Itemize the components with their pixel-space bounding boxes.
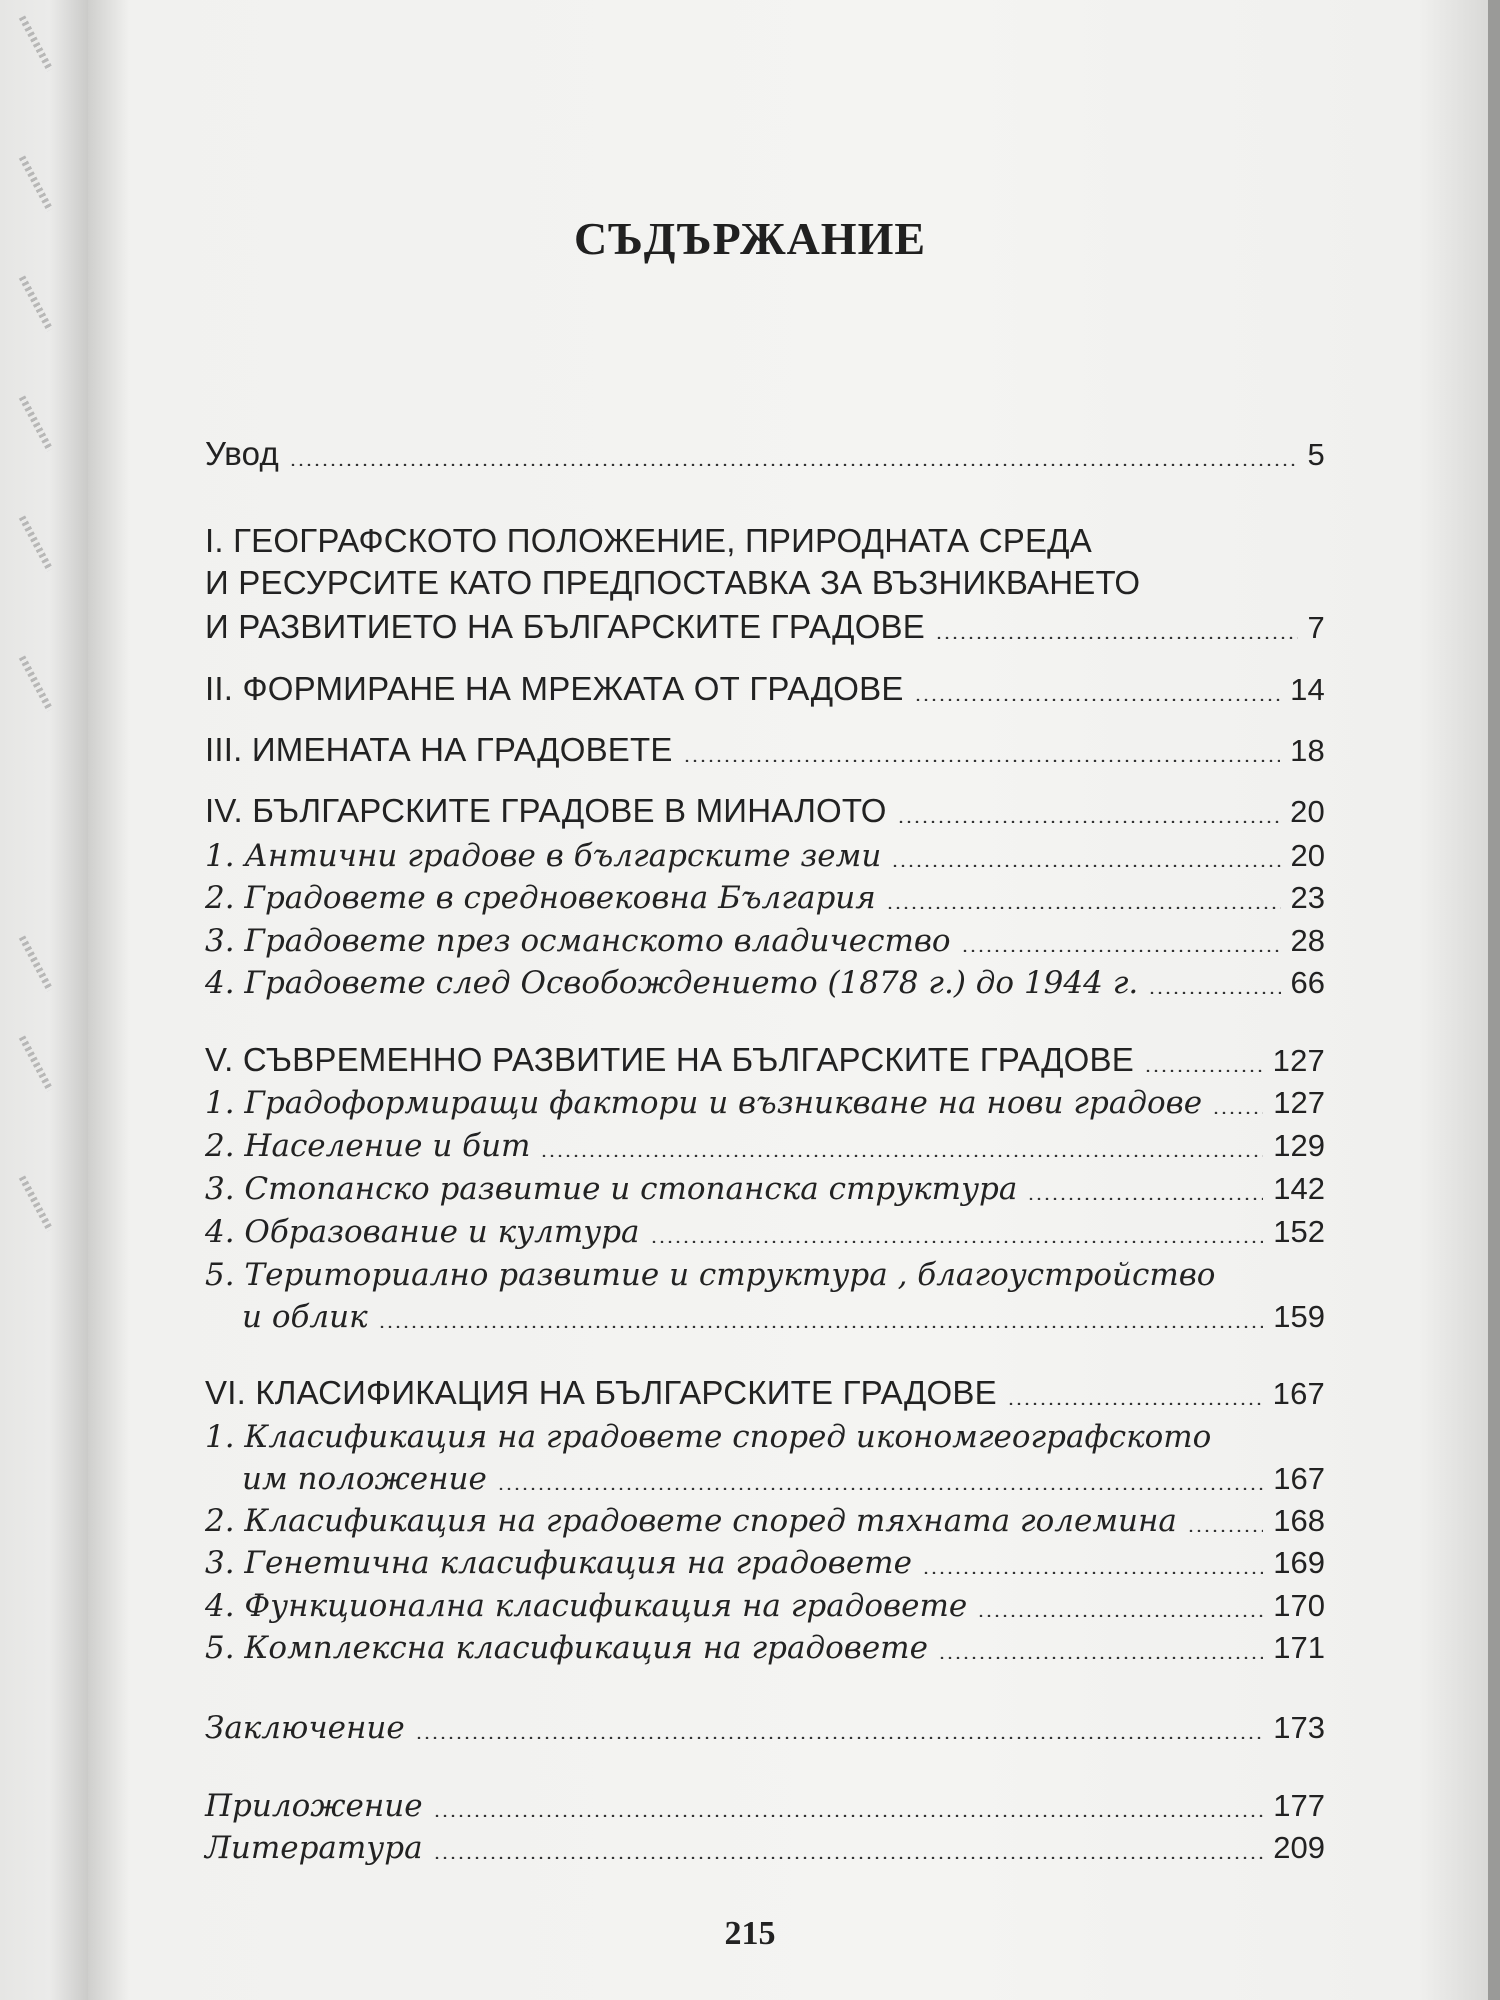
toc-entry-ch5-3: 3. Стопанско развитие и стопанска структура 142	[205, 1171, 1325, 1207]
toc-entry-intro: Увод 5	[205, 435, 1325, 472]
toc-entry-ch5: V. СЪВРЕМЕННО РАЗВИТИЕ НА БЪЛГАРСКИТЕ ГРАДОВЕ 127	[205, 1041, 1325, 1078]
toc-entry-ch4-4: 4. Градовете след Освобождението (1878 г.) до 1944 г. 66	[205, 965, 1325, 1001]
toc-entry-ch6-5: 5. Комплексна класификация на градовете 171	[205, 1630, 1325, 1666]
toc-entry-ch6-2: 2. Класификация на градовете според тяхната големина 168	[205, 1503, 1325, 1539]
toc-entry-ch1-line2: И РЕСУРСИТЕ КАТО ПРЕДПОСТАВКА ЗА ВЪЗНИКВАНЕТО	[205, 564, 1141, 601]
toc-entry-literature: Литература 209	[205, 1830, 1325, 1866]
toc-entry-ch5-5-line1: 5. Териториално развитие и структура , благоустройство	[205, 1257, 1216, 1293]
toc-entry-ch4-2: 2. Градовете в средновековна България 23	[205, 880, 1325, 916]
toc-entry-ch6-1-line1: 1. Класификация на градовете според икономгеографското	[205, 1419, 1212, 1455]
toc-entry-ch5-5-line2: и облик 159	[242, 1299, 1325, 1335]
toc-entry-ch5-4: 4. Образование и култура 152	[205, 1214, 1325, 1250]
page-number: 215	[724, 1915, 776, 1952]
toc-entry-ch2: II. ФОРМИРАНЕ НА МРЕЖАТА ОТ ГРАДОВЕ 14	[205, 670, 1325, 707]
toc-entry-ch3: III. ИМЕНАТА НА ГРАДОВЕТЕ 18	[205, 731, 1325, 768]
toc-entry-ch6-3: 3. Генетична класификация на градовете 169	[205, 1545, 1325, 1581]
toc-entry-conclusion: Заключение 173	[205, 1710, 1325, 1746]
toc-entry-ch5-2: 2. Население и бит 129	[205, 1128, 1325, 1164]
page-title: СЪДЪРЖАНИЕ	[573, 213, 927, 264]
toc-entry-ch4: IV. БЪЛГАРСКИТЕ ГРАДОВЕ В МИНАЛОТО 20	[205, 792, 1325, 829]
toc-entry-ch4-1: 1. Антични градове в българските земи 20	[205, 838, 1325, 874]
toc-entry-appendix: Приложение 177	[205, 1788, 1325, 1824]
toc-entry-ch1-line1: I. ГЕОГРАФСКОТО ПОЛОЖЕНИЕ, ПРИРОДНАТА СРЕДА	[205, 522, 1092, 559]
toc-entry-ch4-3: 3. Градовете през османското владичество 28	[205, 923, 1325, 959]
toc-entry-ch1-line3: И РАЗВИТИЕТО НА БЪЛГАРСКИТЕ ГРАДОВЕ 7	[205, 608, 1325, 645]
toc-entry-ch6-4: 4. Функционална класификация на градовете 170	[205, 1588, 1325, 1624]
toc-entry-ch6: VI. КЛАСИФИКАЦИЯ НА БЪЛГАРСКИТЕ ГРАДОВЕ 167	[205, 1374, 1325, 1411]
toc-entry-ch6-1-line2: им положение 167	[242, 1461, 1325, 1497]
toc-entry-ch5-1: 1. Градоформиращи фактори и възникване на нови градове 127	[205, 1085, 1325, 1121]
